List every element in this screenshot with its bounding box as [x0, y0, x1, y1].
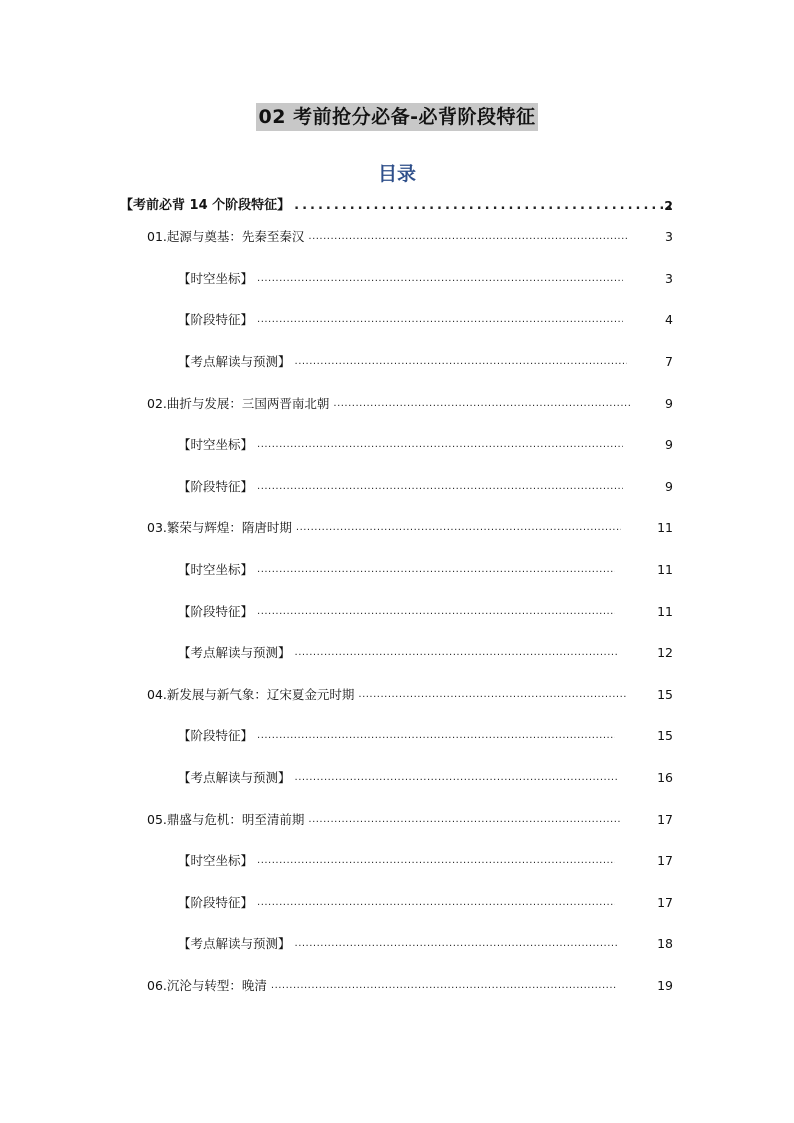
toc-leader-dots: [257, 476, 623, 498]
toc-entry-page: 12: [657, 645, 673, 660]
toc-leader-dots: [257, 601, 615, 623]
toc-entry[interactable]: [178, 351, 673, 373]
toc-entry-page: 18: [657, 936, 673, 951]
toc-entry-page: 19: [657, 978, 673, 993]
toc-entry[interactable]: [178, 309, 673, 331]
toc-leader-dots: [295, 642, 619, 664]
toc-entry-label: 01.起源与奠基：先秦至秦汉: [147, 229, 305, 244]
toc-entry-label: 【阶段特征】: [178, 312, 254, 327]
toc-leader-dots: [257, 309, 623, 331]
toc-entry[interactable]: [147, 226, 673, 248]
toc-entry-label: 【考前必背 14 个阶段特征】: [120, 198, 291, 213]
toc-entry[interactable]: [178, 933, 673, 955]
toc-entry[interactable]: [147, 393, 673, 415]
toc-entry-label: 【考点解读与预测】: [178, 770, 291, 785]
toc-entry-page: 9: [665, 437, 673, 452]
toc-entry[interactable]: [147, 517, 673, 539]
toc-leader-dots: [257, 559, 615, 581]
toc-leader-dots: [257, 434, 623, 456]
toc-entry-label: 【阶段特征】: [178, 728, 254, 743]
toc-entry-label: 【时空坐标】: [178, 437, 254, 452]
toc-leader-dots: [257, 725, 615, 747]
toc-entry[interactable]: [178, 892, 673, 914]
toc-entry[interactable]: [178, 268, 673, 290]
toc-entry-page: 2: [664, 198, 673, 213]
toc-entry[interactable]: [178, 642, 673, 664]
document-title: 02 考前抢分必备-必背阶段特征: [256, 103, 539, 131]
toc-entry[interactable]: [147, 975, 673, 997]
toc-entry-label: 【考点解读与预测】: [178, 645, 291, 660]
title-wrap: [0, 103, 794, 131]
toc-entry-label: 04.新发展与新气象：辽宋夏金元时期: [147, 687, 355, 702]
toc-heading: 目录: [377, 163, 416, 185]
toc-entry-page: 9: [665, 479, 673, 494]
toc-entry-page: 7: [665, 354, 673, 369]
toc-entry[interactable]: [178, 559, 673, 581]
toc-entry-top[interactable]: [120, 195, 673, 217]
toc-entry[interactable]: [178, 850, 673, 872]
toc-leader-dots: [294, 195, 673, 217]
toc-entry-label: 【时空坐标】: [178, 271, 254, 286]
toc-leader-dots: [295, 767, 619, 789]
toc-entry[interactable]: [178, 767, 673, 789]
toc-entry-label: 【时空坐标】: [178, 562, 254, 577]
toc-leader-dots: [333, 393, 631, 415]
toc-entry-page: 11: [657, 520, 673, 535]
toc-entry-label: 06.沉沦与转型：晚清: [147, 978, 267, 993]
toc-entry-page: 17: [657, 812, 673, 827]
toc-entry-page: 16: [657, 770, 673, 785]
toc-entry-page: 3: [665, 271, 673, 286]
toc-entry-page: 11: [657, 604, 673, 619]
toc-entry-page: 17: [657, 895, 673, 910]
toc-entry-page: 15: [657, 728, 673, 743]
toc-entry-label: 【阶段特征】: [178, 479, 254, 494]
toc-entry-label: 【考点解读与预测】: [178, 936, 291, 951]
toc-entry-page: 15: [657, 687, 673, 702]
toc-entry[interactable]: [147, 809, 673, 831]
toc-entry-page: 17: [657, 853, 673, 868]
toc-entry-page: 3: [665, 229, 673, 244]
toc-leader-dots: [308, 226, 629, 248]
toc-leader-dots: [295, 933, 619, 955]
toc-entry[interactable]: [147, 684, 673, 706]
toc-leader-dots: [295, 351, 627, 373]
toc-leader-dots: [257, 892, 615, 914]
toc-leader-dots: [271, 975, 617, 997]
toc-entry[interactable]: [178, 601, 673, 623]
toc-entry-label: 【阶段特征】: [178, 895, 254, 910]
toc-entry-label: 【考点解读与预测】: [178, 354, 291, 369]
toc-leader-dots: [257, 268, 623, 290]
toc-entry[interactable]: [178, 434, 673, 456]
toc-entry-label: 02.曲折与发展：三国两晋南北朝: [147, 396, 330, 411]
toc-entry-page: 11: [657, 562, 673, 577]
toc-entry-label: 03.繁荣与辉煌：隋唐时期: [147, 520, 292, 535]
toc-leader-dots: [308, 809, 621, 831]
toc-leader-dots: [257, 850, 615, 872]
toc-entry-label: 【时空坐标】: [178, 853, 254, 868]
toc-entry-page: 4: [665, 312, 673, 327]
toc-entry[interactable]: [178, 476, 673, 498]
toc-leader-dots: [358, 684, 627, 706]
toc-entry-label: 05.鼎盛与危机：明至清前期: [147, 812, 305, 827]
toc-entry-page: 9: [665, 396, 673, 411]
toc-leader-dots: [296, 517, 621, 539]
toc-entry[interactable]: [178, 725, 673, 747]
toc-entry-label: 【阶段特征】: [178, 604, 254, 619]
